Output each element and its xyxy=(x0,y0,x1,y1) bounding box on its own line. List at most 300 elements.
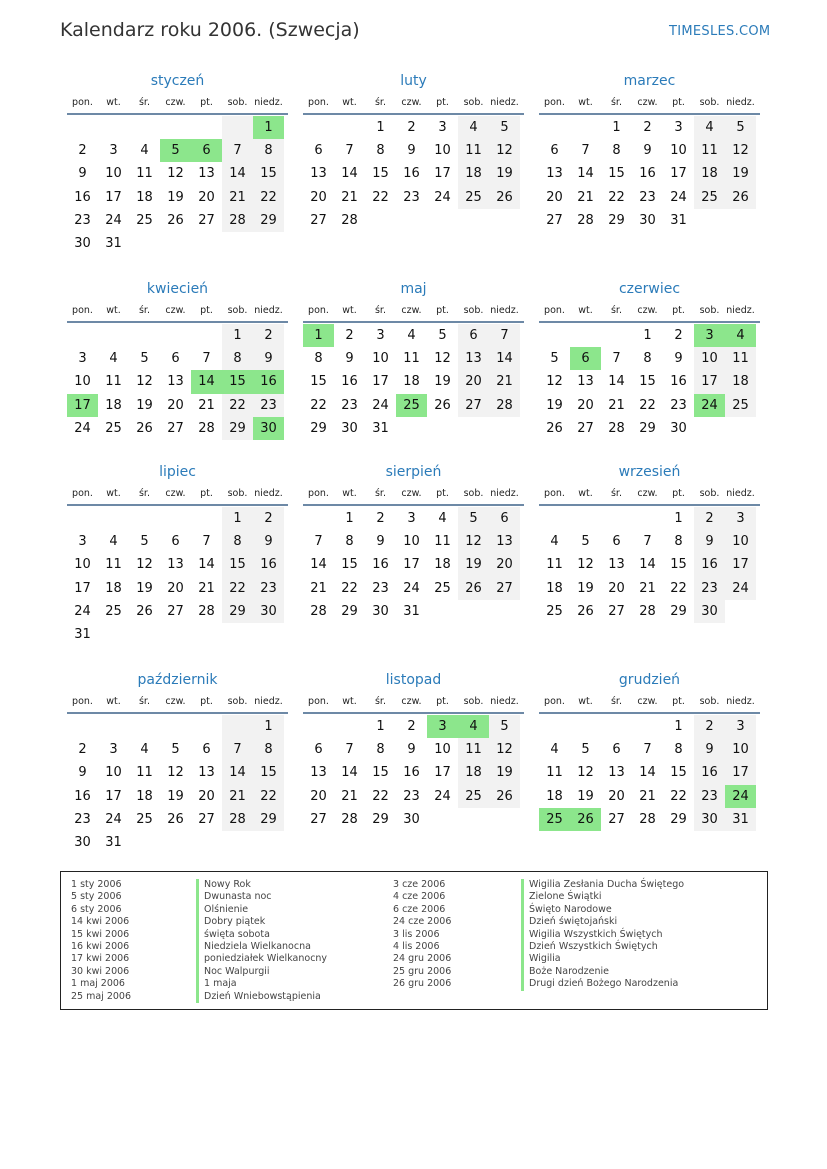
legend-names-right xyxy=(521,879,684,991)
legend-holiday-name: Noc Walpurgii xyxy=(196,966,327,978)
day-cell: 13 xyxy=(167,557,184,573)
day-cell: 29 xyxy=(608,212,625,228)
day-cell: 7 xyxy=(202,351,211,367)
legend-holiday-name: Wigilia xyxy=(521,953,684,965)
day-cell: 24 xyxy=(372,397,389,413)
weekday-label: czw. xyxy=(637,488,658,499)
day-cell: 27 xyxy=(310,212,327,228)
legend-holiday-name: Olśnienie xyxy=(196,904,327,916)
weekday-label: pt. xyxy=(672,305,685,316)
day-cell: 9 xyxy=(674,351,683,367)
day-cell: 17 xyxy=(105,788,122,804)
day-cell: 17 xyxy=(725,761,756,784)
month-name: wrzesień xyxy=(618,464,681,480)
day-cell: 28 xyxy=(198,420,215,436)
day-cell: 4 xyxy=(140,143,149,159)
weekday-label: wt. xyxy=(342,488,357,499)
day-cell: 19 xyxy=(577,580,594,596)
month-calendar xyxy=(303,73,524,232)
day-cell: 6 xyxy=(458,324,489,347)
day-cell: 11 xyxy=(105,557,122,573)
day-cell: 28 xyxy=(639,811,656,827)
day-cell: 26 xyxy=(136,420,153,436)
month-name: czerwiec xyxy=(618,281,681,297)
day-cell: 8 xyxy=(674,742,683,758)
weekday-header xyxy=(303,96,524,115)
day-cell: 30 xyxy=(341,420,358,436)
weekday-label: pt. xyxy=(672,97,685,108)
weekday-label: sob. xyxy=(227,305,248,316)
day-cell: 4 xyxy=(109,351,118,367)
legend-date: 6 sty 2006 xyxy=(71,903,122,915)
day-cell: 21 xyxy=(639,580,656,596)
day-cell: 14 xyxy=(341,765,358,781)
day-cell: 25 xyxy=(458,186,489,209)
day-cell: 4 xyxy=(109,534,118,550)
empty-cell xyxy=(129,623,160,646)
weekday-label: czw. xyxy=(401,305,422,316)
day-cell: 15 xyxy=(670,557,687,573)
empty-cell xyxy=(396,209,427,232)
day-cell: 5 xyxy=(140,534,149,550)
days-grid xyxy=(67,116,288,255)
day-cell: 30 xyxy=(670,420,687,436)
empty-cell xyxy=(191,623,222,646)
day-cell: 3 xyxy=(427,715,458,738)
legend-holiday-name: Dwunasta noc xyxy=(196,891,327,903)
empty-cell xyxy=(539,116,570,139)
weekday-label: pon. xyxy=(308,488,329,499)
weekday-label: wt. xyxy=(342,97,357,108)
day-cell: 1 xyxy=(376,120,385,135)
day-cell: 30 xyxy=(403,811,420,827)
day-cell: 21 xyxy=(489,370,520,393)
day-cell: 6 xyxy=(570,347,601,370)
days-grid xyxy=(539,507,760,623)
day-cell: 26 xyxy=(136,603,153,619)
day-cell: 7 xyxy=(643,534,652,550)
day-cell: 2 xyxy=(253,324,284,347)
legend-date: 24 gru 2006 xyxy=(393,953,452,965)
day-cell: 11 xyxy=(546,557,563,573)
legend-date: 26 gru 2006 xyxy=(393,978,452,990)
day-cell: 15 xyxy=(253,162,284,185)
weekday-label: niedz. xyxy=(726,97,755,108)
legend-holiday-name: Dzień świętojański xyxy=(521,916,684,928)
day-cell: 6 xyxy=(612,742,621,758)
day-cell: 2 xyxy=(376,511,385,526)
day-cell: 22 xyxy=(253,186,284,209)
day-cell: 19 xyxy=(458,553,489,576)
month-name: sierpień xyxy=(385,464,442,480)
legend-holiday-name: święta sobota xyxy=(196,929,327,941)
day-cell: 9 xyxy=(78,765,87,781)
weekday-label: czw. xyxy=(637,97,658,108)
day-cell: 22 xyxy=(222,577,253,600)
empty-cell xyxy=(489,808,520,831)
weekday-label: czw. xyxy=(637,305,658,316)
day-cell: 7 xyxy=(345,143,354,159)
day-cell: 23 xyxy=(694,577,725,600)
empty-cell xyxy=(98,507,129,530)
days-grid xyxy=(539,715,760,831)
day-cell: 14 xyxy=(608,374,625,390)
legend-holiday-name: poniedziałek Wielkanocny xyxy=(196,953,327,965)
day-cell: 1 xyxy=(674,511,683,526)
day-cell: 2 xyxy=(78,742,87,758)
legend-dates-left xyxy=(71,879,131,1003)
legend-date: 4 cze 2006 xyxy=(393,891,446,903)
empty-cell xyxy=(160,324,191,347)
empty-cell xyxy=(489,600,520,623)
empty-cell xyxy=(67,324,98,347)
day-cell: 8 xyxy=(612,143,621,159)
weekday-label: sob. xyxy=(227,488,248,499)
day-cell: 18 xyxy=(458,162,489,185)
day-cell: 22 xyxy=(670,788,687,804)
weekday-label: pon. xyxy=(544,97,565,108)
weekday-label: czw. xyxy=(165,488,186,499)
day-cell: 24 xyxy=(105,811,122,827)
empty-cell xyxy=(601,715,632,738)
weekday-label: śr. xyxy=(610,696,622,707)
day-cell: 15 xyxy=(341,557,358,573)
day-cell: 7 xyxy=(314,534,323,550)
day-cell: 6 xyxy=(202,742,211,758)
weekday-label: śr. xyxy=(374,305,386,316)
day-cell: 21 xyxy=(222,186,253,209)
day-cell: 18 xyxy=(105,397,122,413)
legend-holiday-name: 1 maja xyxy=(196,978,327,990)
weekday-label: pon. xyxy=(72,488,93,499)
day-cell: 23 xyxy=(639,189,656,205)
day-cell: 2 xyxy=(694,715,725,738)
day-cell: 28 xyxy=(222,808,253,831)
weekday-label: czw. xyxy=(165,696,186,707)
day-cell: 2 xyxy=(694,507,725,530)
day-cell: 2 xyxy=(643,120,652,135)
weekday-label: pt. xyxy=(200,97,213,108)
empty-cell xyxy=(725,600,756,623)
day-cell: 21 xyxy=(608,397,625,413)
day-cell: 20 xyxy=(458,370,489,393)
day-cell: 21 xyxy=(198,580,215,596)
day-cell: 19 xyxy=(489,761,520,784)
day-cell: 15 xyxy=(608,166,625,182)
legend-holiday-name: Nowy Rok xyxy=(196,879,327,891)
day-cell: 25 xyxy=(396,394,427,417)
weekday-label: pt. xyxy=(672,696,685,707)
day-cell: 30 xyxy=(694,808,725,831)
empty-cell xyxy=(489,209,520,232)
day-cell: 18 xyxy=(725,370,756,393)
legend-date: 24 cze 2006 xyxy=(393,916,452,928)
day-cell: 2 xyxy=(253,507,284,530)
day-cell: 27 xyxy=(608,811,625,827)
day-cell: 25 xyxy=(458,785,489,808)
weekday-label: niedz. xyxy=(490,305,519,316)
day-cell: 4 xyxy=(458,116,489,139)
day-cell: 9 xyxy=(376,534,385,550)
weekday-header xyxy=(303,304,524,323)
day-cell: 25 xyxy=(136,212,153,228)
legend-date: 16 kwi 2006 xyxy=(71,940,130,952)
day-cell: 7 xyxy=(202,534,211,550)
day-cell: 1 xyxy=(253,715,284,738)
weekday-label: wt. xyxy=(578,488,593,499)
day-cell: 23 xyxy=(253,577,284,600)
weekday-label: śr. xyxy=(374,696,386,707)
day-cell: 12 xyxy=(725,139,756,162)
day-cell: 21 xyxy=(341,788,358,804)
day-cell: 11 xyxy=(458,738,489,761)
day-cell: 3 xyxy=(725,715,756,738)
day-cell: 1 xyxy=(643,328,652,343)
day-cell: 30 xyxy=(74,235,91,251)
empty-cell xyxy=(67,715,98,738)
day-cell: 4 xyxy=(407,328,416,343)
weekday-label: wt. xyxy=(342,305,357,316)
day-cell: 9 xyxy=(407,742,416,758)
day-cell: 10 xyxy=(434,742,451,758)
empty-cell xyxy=(253,623,284,646)
day-cell: 13 xyxy=(458,347,489,370)
day-cell: 23 xyxy=(670,397,687,413)
day-cell: 16 xyxy=(372,557,389,573)
day-cell: 24 xyxy=(725,577,756,600)
day-cell: 25 xyxy=(105,603,122,619)
day-cell: 17 xyxy=(105,189,122,205)
day-cell: 16 xyxy=(694,761,725,784)
day-cell: 25 xyxy=(725,394,756,417)
weekday-label: niedz. xyxy=(726,305,755,316)
day-cell: 1 xyxy=(612,120,621,135)
legend-holiday-name: Zielone Świątki xyxy=(521,891,684,903)
day-cell: 31 xyxy=(372,420,389,436)
day-cell: 24 xyxy=(74,420,91,436)
weekday-header xyxy=(303,487,524,506)
empty-cell xyxy=(632,715,663,738)
weekday-label: pt. xyxy=(436,305,449,316)
empty-cell xyxy=(570,116,601,139)
day-cell: 28 xyxy=(198,603,215,619)
month-calendar xyxy=(303,464,524,623)
day-cell: 18 xyxy=(434,557,451,573)
day-cell: 17 xyxy=(725,553,756,576)
day-cell: 2 xyxy=(345,328,354,343)
day-cell: 3 xyxy=(78,534,87,550)
day-cell: 4 xyxy=(550,534,559,550)
day-cell: 20 xyxy=(310,788,327,804)
day-cell: 12 xyxy=(167,765,184,781)
weekday-label: sob. xyxy=(463,97,484,108)
weekday-label: pt. xyxy=(672,488,685,499)
day-cell: 4 xyxy=(550,742,559,758)
day-cell: 14 xyxy=(489,347,520,370)
day-cell: 24 xyxy=(694,394,725,417)
empty-cell xyxy=(191,507,222,530)
month-calendar xyxy=(303,672,524,831)
day-cell: 5 xyxy=(458,507,489,530)
weekday-header xyxy=(539,96,760,115)
day-cell: 28 xyxy=(310,603,327,619)
empty-cell xyxy=(303,116,334,139)
day-cell: 2 xyxy=(674,328,683,343)
day-cell: 23 xyxy=(341,397,358,413)
weekday-header xyxy=(67,487,288,506)
empty-cell xyxy=(427,600,458,623)
day-cell: 8 xyxy=(376,742,385,758)
month-calendar xyxy=(539,672,760,831)
day-cell: 23 xyxy=(74,811,91,827)
legend-holiday-name: Wigilia Zesłania Ducha Świętego xyxy=(521,879,684,891)
legend-holiday-name: Dzień Wniebowstąpienia xyxy=(196,991,327,1003)
weekday-label: wt. xyxy=(578,97,593,108)
day-cell: 18 xyxy=(546,580,563,596)
empty-cell xyxy=(160,507,191,530)
day-cell: 30 xyxy=(639,212,656,228)
day-cell: 23 xyxy=(403,189,420,205)
weekday-label: pon. xyxy=(544,488,565,499)
day-cell: 11 xyxy=(105,374,122,390)
day-cell: 3 xyxy=(438,120,447,135)
day-cell: 14 xyxy=(198,557,215,573)
day-cell: 15 xyxy=(670,765,687,781)
day-cell: 13 xyxy=(198,166,215,182)
day-cell: 30 xyxy=(253,600,284,623)
day-cell: 31 xyxy=(105,235,122,251)
days-grid xyxy=(67,715,288,854)
day-cell: 13 xyxy=(198,765,215,781)
month-name: lipiec xyxy=(159,464,196,480)
month-name: październik xyxy=(137,672,218,688)
legend-holiday-name: Drugi dzień Bożego Narodzenia xyxy=(521,978,684,990)
day-cell: 11 xyxy=(434,534,451,550)
weekday-label: śr. xyxy=(138,97,150,108)
empty-cell xyxy=(191,831,222,854)
day-cell: 10 xyxy=(105,765,122,781)
day-cell: 27 xyxy=(167,603,184,619)
weekday-label: pt. xyxy=(436,97,449,108)
day-cell: 20 xyxy=(167,397,184,413)
day-cell: 19 xyxy=(546,397,563,413)
day-cell: 12 xyxy=(434,351,451,367)
day-cell: 30 xyxy=(74,834,91,850)
day-cell: 1 xyxy=(345,511,354,526)
brand-link[interactable]: TIMESLES.COM xyxy=(669,24,771,39)
day-cell: 2 xyxy=(78,143,87,159)
empty-cell xyxy=(129,324,160,347)
empty-cell xyxy=(191,715,222,738)
day-cell: 26 xyxy=(577,603,594,619)
empty-cell xyxy=(396,417,427,440)
day-cell: 14 xyxy=(577,166,594,182)
empty-cell xyxy=(303,507,334,530)
empty-cell xyxy=(98,623,129,646)
day-cell: 1 xyxy=(303,324,334,347)
day-cell: 27 xyxy=(198,811,215,827)
day-cell: 9 xyxy=(694,530,725,553)
legend-date: 3 cze 2006 xyxy=(393,879,446,890)
weekday-label: niedz. xyxy=(490,696,519,707)
weekday-label: sob. xyxy=(699,696,720,707)
day-cell: 8 xyxy=(674,534,683,550)
day-cell: 12 xyxy=(577,557,594,573)
day-cell: 18 xyxy=(546,788,563,804)
day-cell: 7 xyxy=(489,324,520,347)
days-grid xyxy=(67,324,288,440)
day-cell: 23 xyxy=(74,212,91,228)
month-name: grudzień xyxy=(618,672,681,688)
day-cell: 29 xyxy=(372,811,389,827)
empty-cell xyxy=(222,715,253,738)
day-cell: 21 xyxy=(222,785,253,808)
empty-cell xyxy=(98,715,129,738)
day-cell: 5 xyxy=(160,139,191,162)
day-cell: 13 xyxy=(546,166,563,182)
day-cell: 8 xyxy=(345,534,354,550)
month-name: luty xyxy=(400,73,427,89)
weekday-label: pt. xyxy=(436,488,449,499)
day-cell: 9 xyxy=(694,738,725,761)
weekday-label: śr. xyxy=(138,305,150,316)
day-cell: 11 xyxy=(694,139,725,162)
empty-cell xyxy=(160,831,191,854)
empty-cell xyxy=(458,209,489,232)
day-cell: 29 xyxy=(253,808,284,831)
empty-cell xyxy=(129,116,160,139)
day-cell: 22 xyxy=(372,788,389,804)
day-cell: 12 xyxy=(489,738,520,761)
weekday-label: czw. xyxy=(401,97,422,108)
day-cell: 26 xyxy=(434,397,451,413)
page-title: Kalendarz roku 2006. (Szwecja) xyxy=(60,19,360,41)
day-cell: 14 xyxy=(639,557,656,573)
empty-cell xyxy=(67,116,98,139)
day-cell: 3 xyxy=(109,143,118,159)
day-cell: 3 xyxy=(725,507,756,530)
day-cell: 12 xyxy=(577,765,594,781)
day-cell: 5 xyxy=(140,351,149,367)
day-cell: 26 xyxy=(167,212,184,228)
day-cell: 24 xyxy=(105,212,122,228)
day-cell: 16 xyxy=(694,553,725,576)
day-cell: 5 xyxy=(581,534,590,550)
empty-cell xyxy=(160,623,191,646)
day-cell: 27 xyxy=(310,811,327,827)
day-cell: 28 xyxy=(489,394,520,417)
weekday-label: pon. xyxy=(308,696,329,707)
day-cell: 21 xyxy=(341,189,358,205)
day-cell: 12 xyxy=(136,374,153,390)
empty-cell xyxy=(601,324,632,347)
legend-date: 14 kwi 2006 xyxy=(71,916,130,928)
day-cell: 9 xyxy=(253,530,284,553)
month-calendar xyxy=(303,281,524,440)
day-cell: 24 xyxy=(670,189,687,205)
day-cell: 22 xyxy=(341,580,358,596)
day-cell: 3 xyxy=(78,351,87,367)
day-cell: 12 xyxy=(458,530,489,553)
empty-cell xyxy=(129,507,160,530)
day-cell: 20 xyxy=(608,788,625,804)
day-cell: 10 xyxy=(725,738,756,761)
legend-date: 25 maj 2006 xyxy=(71,990,132,1002)
empty-cell xyxy=(570,324,601,347)
day-cell: 8 xyxy=(253,738,284,761)
day-cell: 29 xyxy=(639,420,656,436)
empty-cell xyxy=(129,232,160,255)
